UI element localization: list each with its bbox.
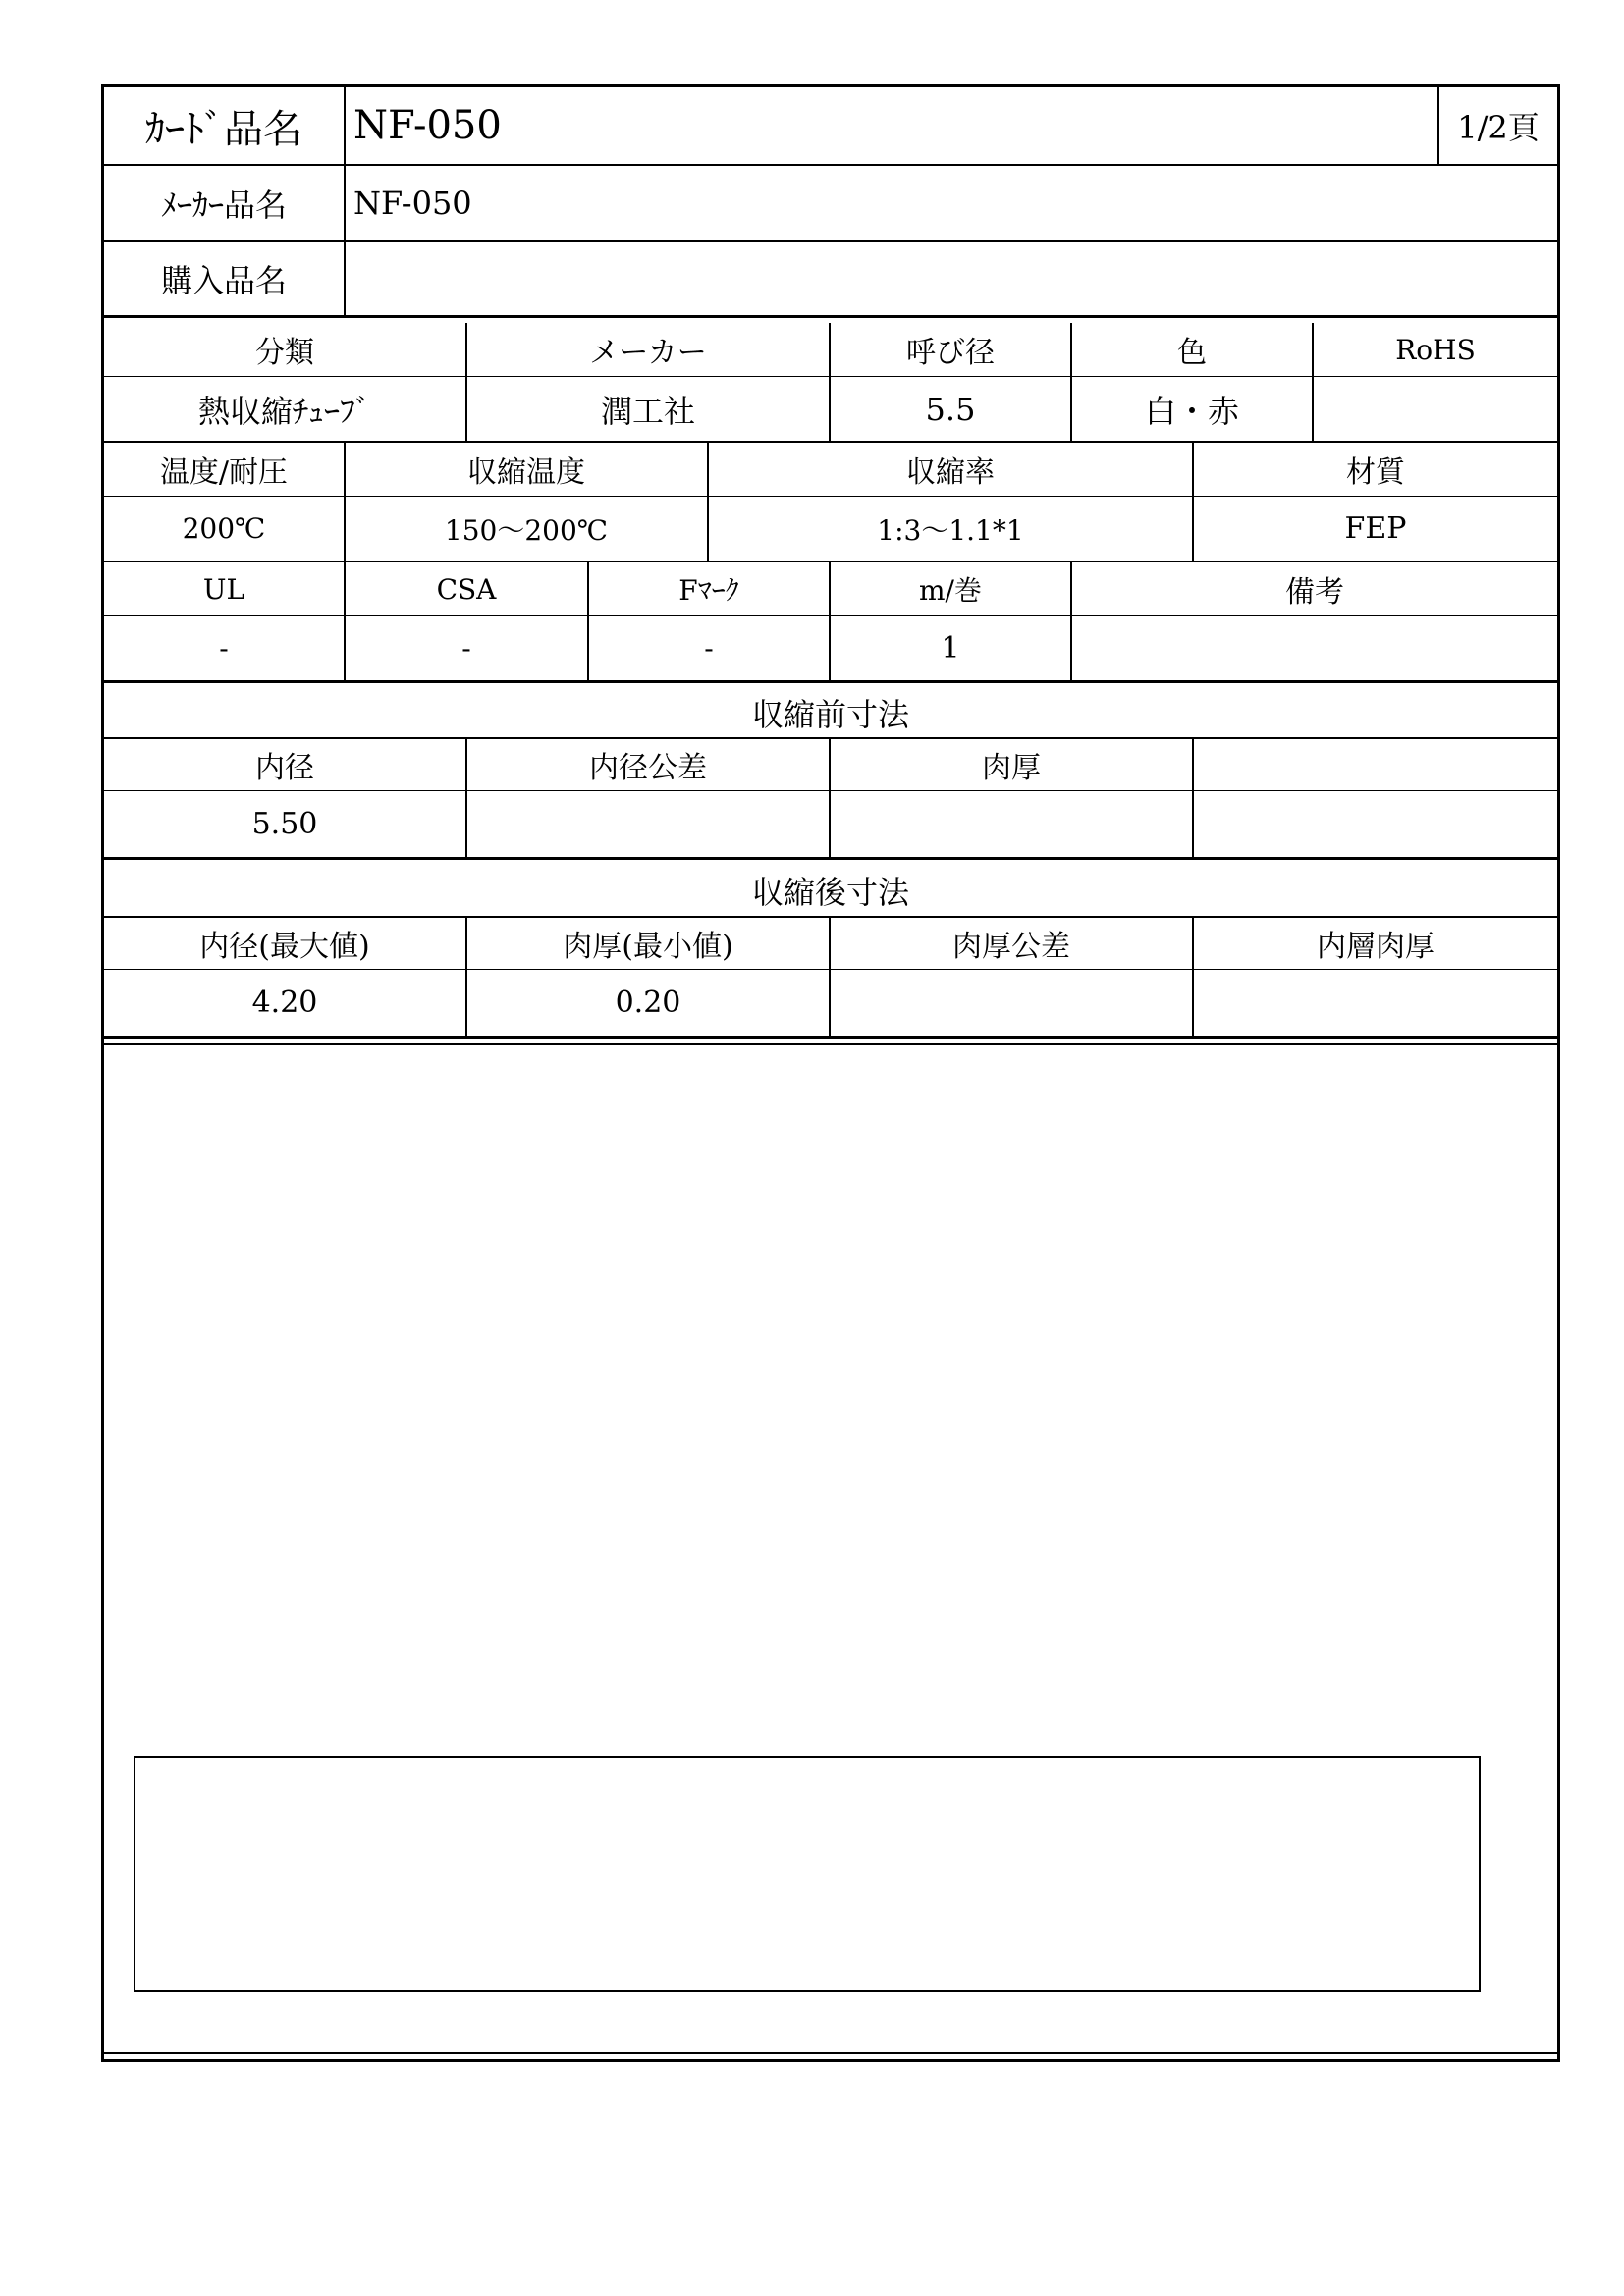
spec2-value-material: FEP xyxy=(1344,511,1407,546)
notes-box xyxy=(134,1756,1481,1992)
post-shrink-value-wall-tolerance xyxy=(831,970,1194,1036)
card-name-label: ｶｰﾄﾞ品名 xyxy=(104,87,346,164)
spec1-value-nominal-diameter: 5.5 xyxy=(831,377,1072,441)
spec1-header-nominal-diameter: 呼び径 xyxy=(831,323,1072,376)
post-shrink-value-id-max: 4.20 xyxy=(104,970,467,1036)
purchase-name-row xyxy=(104,242,1557,315)
pre-shrink-value-row xyxy=(104,791,1557,857)
spec3-value-meter-per-roll: 1 xyxy=(831,616,1072,680)
spec2-header-shrink-ratio: 収縮率 xyxy=(709,443,1194,496)
spec1-header-category: 分類 xyxy=(104,323,467,376)
pre-shrink-header-id-tolerance: 内径公差 xyxy=(467,739,831,790)
post-shrink-title: 収縮後寸法 xyxy=(751,874,909,911)
spec1-header-rohs: RoHS xyxy=(1395,333,1476,366)
pre-shrink-header-wall-thickness: 肉厚 xyxy=(831,739,1194,790)
spec1-header-maker: メーカー xyxy=(467,323,831,376)
pre-shrink-value-inner-diameter: 5.50 xyxy=(104,791,467,857)
notes-text xyxy=(135,1758,1479,1778)
spec3-header-f-mark: Fﾏｰｸ xyxy=(589,562,831,615)
spec1-value-maker: 潤工社 xyxy=(467,377,831,441)
spec2-header-row xyxy=(104,443,1557,496)
purchase-name-label: 購入品名 xyxy=(104,242,346,315)
post-shrink-value-inner-layer-wall xyxy=(1194,970,1557,1036)
post-shrink-header-wall-tolerance: 肉厚公差 xyxy=(831,918,1194,969)
spec3-header-csa: CSA xyxy=(346,562,589,615)
pre-shrink-section xyxy=(104,688,1557,737)
spec3-value-remarks xyxy=(1072,616,1557,680)
spec3-header-meter-per-roll: m/巻 xyxy=(831,562,1072,615)
spec1-value-rohs xyxy=(1314,377,1557,441)
spec2-header-shrink-temp: 収縮温度 xyxy=(346,443,709,496)
card-name-value: NF-050 xyxy=(346,87,1439,164)
post-shrink-header-inner-layer-wall: 内層肉厚 xyxy=(1317,930,1435,964)
post-shrink-header-row xyxy=(104,918,1557,969)
card-name-row xyxy=(104,87,1557,164)
post-shrink-value-row xyxy=(104,970,1557,1036)
spec1-header-row xyxy=(104,323,1557,376)
spec2-value-temp-pressure: 200℃ xyxy=(104,497,346,561)
pre-shrink-header-blank xyxy=(1194,739,1557,790)
pre-shrink-title: 収縮前寸法 xyxy=(751,696,909,733)
spec1-value-category: 熱収縮ﾁｭｰﾌﾞ xyxy=(104,377,467,441)
page-number: 1/2頁 xyxy=(1457,109,1540,146)
spec3-header-remarks: 備考 xyxy=(1285,575,1344,610)
purchase-name-value xyxy=(346,242,1557,315)
spec1-header-color: 色 xyxy=(1072,323,1314,376)
post-shrink-header-wall-min: 肉厚(最小値) xyxy=(467,918,831,969)
spec2-value-shrink-temp: 150～200℃ xyxy=(346,497,709,561)
spec1-value-color: 白・赤 xyxy=(1072,377,1314,441)
spec1-value-row xyxy=(104,377,1557,441)
spec-sheet xyxy=(101,84,1560,2062)
post-shrink-section xyxy=(104,865,1557,916)
maker-name-row xyxy=(104,166,1557,240)
spec3-value-csa: - xyxy=(346,616,589,680)
spec3-header-row xyxy=(104,562,1557,615)
spec3-value-ul: - xyxy=(104,616,346,680)
maker-name-label: ﾒｰｶｰ品名 xyxy=(104,166,346,240)
post-shrink-value-wall-min: 0.20 xyxy=(467,970,831,1036)
spec2-value-shrink-ratio: 1:3～1.1*1 xyxy=(709,497,1194,561)
pre-shrink-value-wall-thickness xyxy=(831,791,1194,857)
pre-shrink-header-row xyxy=(104,739,1557,790)
spec3-value-f-mark: - xyxy=(589,616,831,680)
maker-name-value: NF-050 xyxy=(353,185,472,222)
pre-shrink-header-inner-diameter: 内径 xyxy=(104,739,467,790)
spec2-header-material: 材質 xyxy=(1346,455,1405,490)
pre-shrink-value-blank xyxy=(1194,791,1557,857)
spec3-header-ul: UL xyxy=(104,562,346,615)
post-shrink-header-id-max: 内径(最大値) xyxy=(104,918,467,969)
spec2-value-row xyxy=(104,497,1557,561)
pre-shrink-value-id-tolerance xyxy=(467,791,831,857)
spec2-header-temp-pressure: 温度/耐圧 xyxy=(104,443,346,496)
spec3-value-row xyxy=(104,616,1557,680)
